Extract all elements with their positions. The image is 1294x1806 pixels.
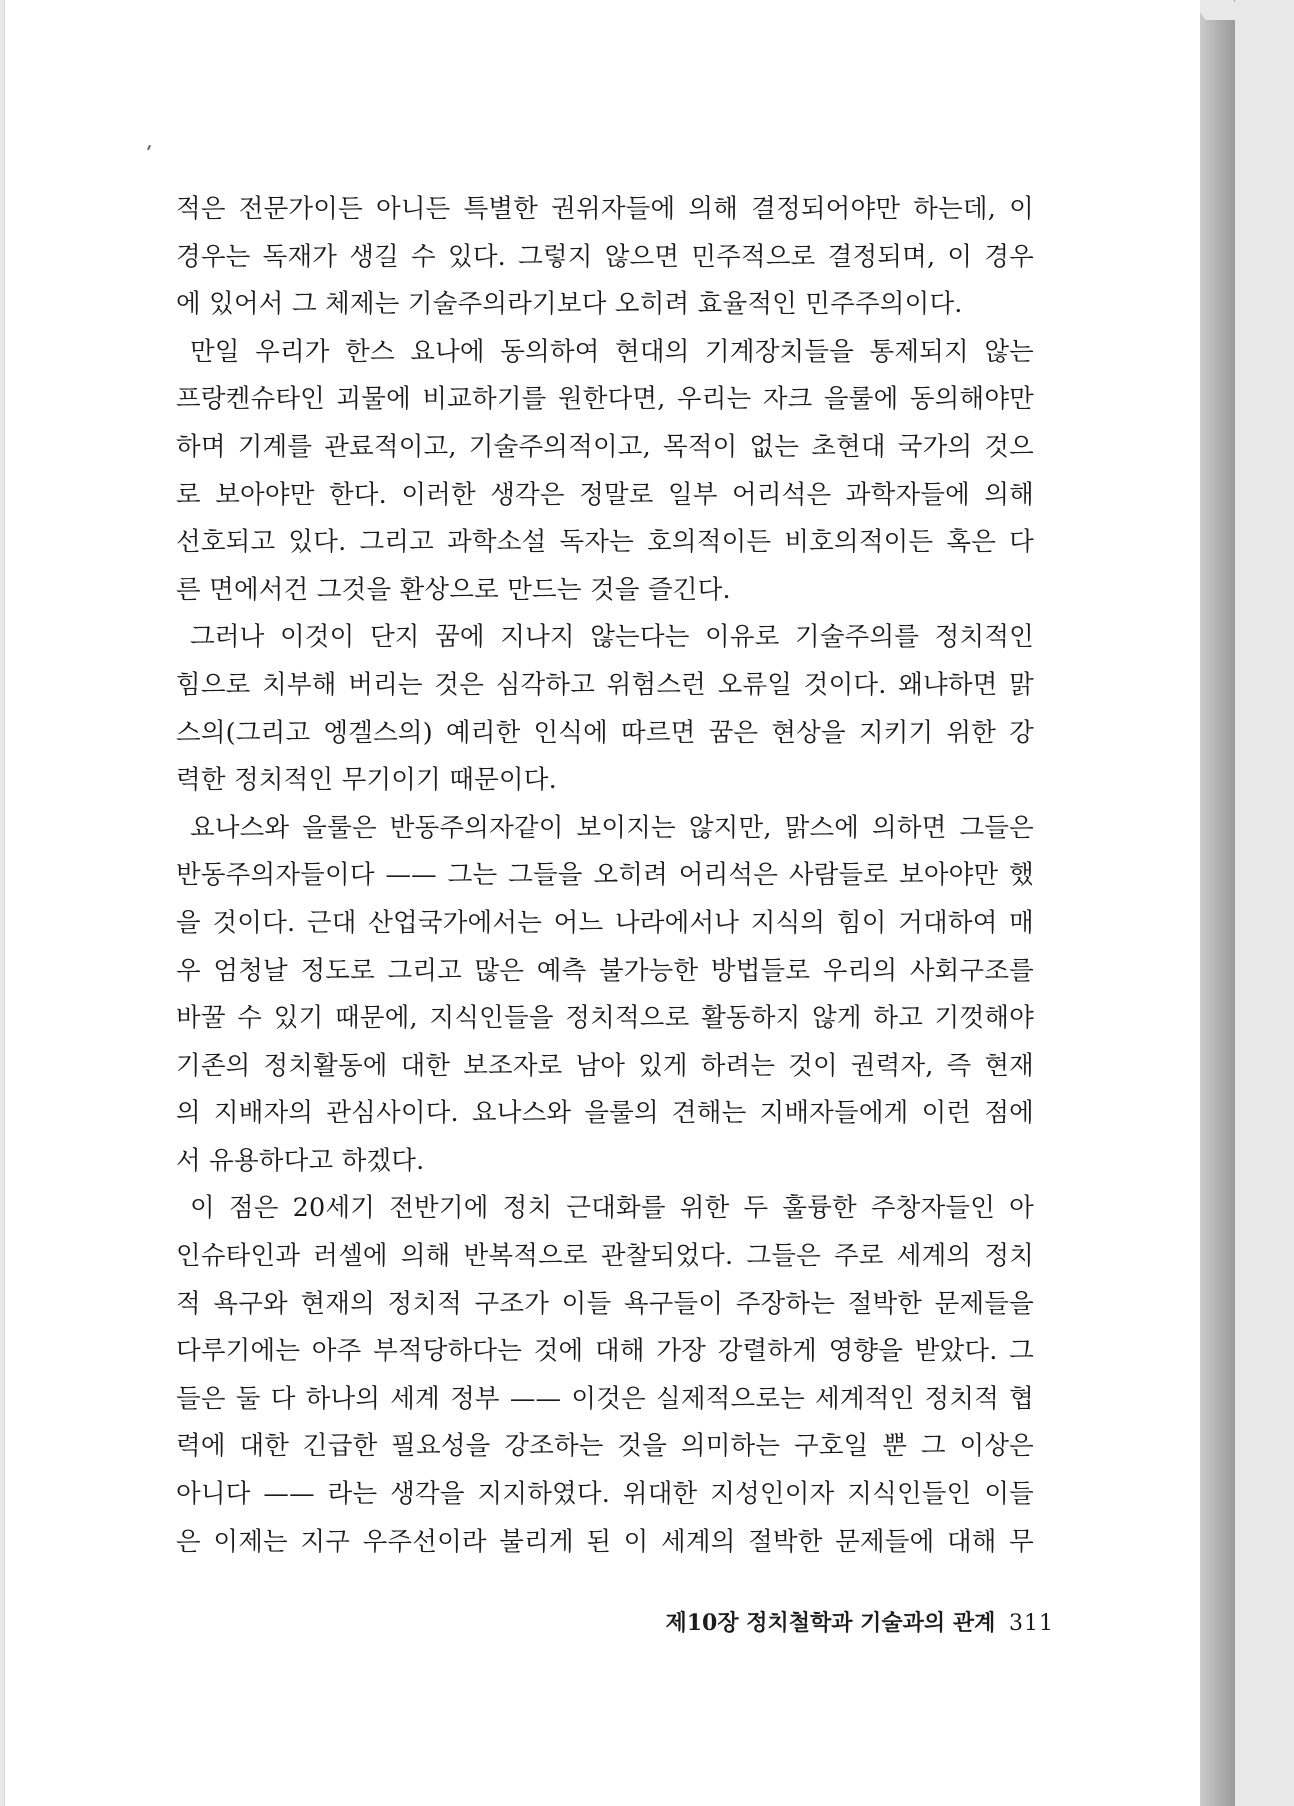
text-line: 경우는 독재가 생길 수 있다. 그렇지 않으면 민주적으로 결정되며, 이 경우 (176, 241, 1034, 272)
text-line: 다루기에는 아주 부적당하다는 것에 대해 가장 강렬하게 영향을 받았다. 그 (176, 1336, 1034, 1367)
text-line: 바꿀 수 있기 때문에, 지식인들을 정치적으로 활동하지 않게 하고 기껏해야 (176, 1003, 1034, 1034)
text-line: 을 것이다. 근대 산업국가에서는 어느 나라에서나 지식의 힘이 거대하여 매 (176, 907, 1034, 938)
text-line: 우 엄청날 정도로 그리고 많은 예측 불가능한 방법들로 우리의 사회구조를 (176, 955, 1034, 986)
text-line: 만일 우리가 한스 요나에 동의하여 현대의 기계장치들을 통제되지 않는 (190, 336, 1034, 367)
text-line: 스의(그리고 엥겔스의) 예리한 인식에 따르면 꿈은 현상을 지키기 위한 강 (176, 717, 1034, 748)
text-line: 에 있어서 그 체제는 기술주의라기보다 오히려 효율적인 민주주의이다. (176, 289, 963, 320)
text-line: 반동주의자들이다 —— 그는 그들을 오히려 어리석은 사람들로 보아야만 했 (176, 860, 1034, 891)
text-line: 들은 둘 다 하나의 세계 정부 —— 이것은 실제적으로는 세계적인 정치적 협 (176, 1383, 1034, 1414)
text-line: 서 유용하다고 하겠다. (176, 1145, 425, 1176)
text-line: 선호되고 있다. 그리고 과학소설 독자는 호의적이든 비호의적이든 혹은 다 (176, 527, 1034, 558)
text-line: 이 점은 20세기 전반기에 정치 근대화를 위한 두 훌륭한 주창자들인 아 (190, 1193, 1034, 1224)
text-line: 프랑켄슈타인 괴물에 비교하기를 원한다면, 우리는 자크 을룰에 동의해야만 (176, 384, 1034, 415)
text-line: 력한 정치적인 무기이기 때문이다. (176, 765, 557, 796)
text-line: 의 지배자의 관심사이다. 요나스와 을룰의 견해는 지배자들에게 이런 점에 (176, 1098, 1034, 1129)
page-number: 311 (1009, 1611, 1054, 1636)
text-line: 적은 전문가이든 아니든 특별한 권위자들에 의해 결정되어야만 하는데, 이 (176, 194, 1034, 224)
text-line: 른 면에서건 그것을 환상으로 만드는 것을 즐긴다. (176, 574, 731, 605)
text-line: 로 보아야만 한다. 이러한 생각은 정말로 일부 어리석은 과학자들에 의해 (176, 479, 1034, 510)
text-line: 적 욕구와 현재의 정치적 구조가 이들 욕구들이 주장하는 절박한 문제들을 (176, 1288, 1034, 1319)
text-line: 요나스와 을룰은 반동주의자같이 보이지는 않지만, 맑스에 의하면 그들은 (190, 812, 1034, 843)
text-line: 기존의 정치활동에 대한 보조자로 남아 있게 하려는 것이 권력자, 즉 현재 (176, 1050, 1034, 1081)
text-line: 인슈타인과 러셀에 의해 반복적으로 관찰되었다. 그들은 주로 세계의 정치 (176, 1241, 1034, 1272)
page-edge (1196, 0, 1235, 1806)
text-line: 아니다 —— 라는 생각을 지지하였다. 위대한 지성인이자 지식인들인 이들 (176, 1479, 1034, 1510)
body-text (176, 186, 1034, 1566)
text-line: 하며 기계를 관료적이고, 기술주의적이고, 목적이 없는 초현대 국가의 것으 (176, 431, 1034, 462)
chapter-title: 제10장 정치철학과 기술과의 관계 (665, 1610, 996, 1636)
book-page (4, 0, 1200, 1806)
page-footer (624, 1606, 1054, 1637)
text-line: 힘으로 치부해 버리는 것은 심각하고 위험스런 오류일 것이다. 왜냐하면 맑 (176, 669, 1034, 700)
text-line: 력에 대한 긴급한 필요성을 강조하는 것을 의미하는 구호일 뿐 그 이상은 (176, 1431, 1034, 1462)
text-line: 그러나 이것이 단지 꿈에 지나지 않는다는 이유로 기술주의를 정치적인 (190, 622, 1034, 653)
text-line: 은 이제는 지구 우주선이라 불리게 된 이 세계의 절박한 문제들에 대해 무 (176, 1526, 1034, 1557)
stray-mark (147, 145, 151, 150)
